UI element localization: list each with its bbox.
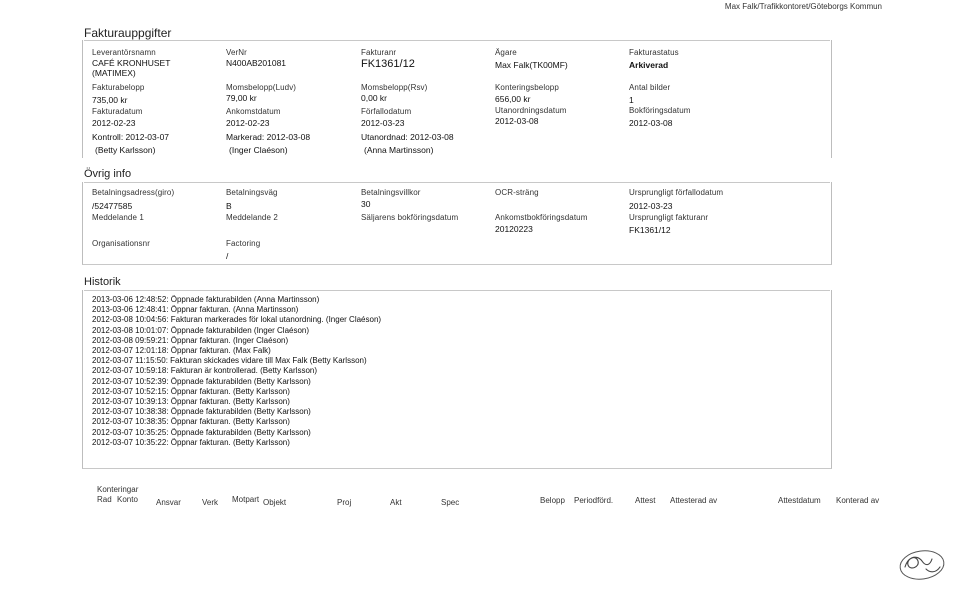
utanordnad-label: Utanordnad: 2012-03-08 (361, 132, 454, 142)
agare-value: Max Falk(TK00MF) (495, 60, 568, 70)
leverantorsnamn-value: CAFÉ KRONHUSET (MATIMEX) (92, 58, 171, 78)
historik-entry: 2012-03-07 10:39:13: Öppnar fakturan. (Betty Karlsson) (92, 397, 290, 407)
utanordningsdatum-label: Utanordningsdatum (495, 106, 567, 115)
betalningsvag-value: B (226, 201, 232, 211)
ankomstbokforing-label: Ankomstbokföringsdatum (495, 213, 588, 222)
historik-entry: 2012-03-07 12:01:18: Öppnar fakturan. (Max Falk) (92, 346, 271, 356)
betalningsadress-value: /52477585 (92, 201, 133, 211)
meddelande1-label: Meddelande 1 (92, 213, 144, 222)
betalningsvillkor-value: 30 (361, 199, 371, 209)
urspr-fakturanr-label: Ursprungligt fakturanr (629, 213, 709, 222)
vernr-label: VerNr (226, 48, 247, 57)
historik-entry: 2013-03-06 12:48:41: Öppnar fakturan. (Anna Martinsson) (92, 305, 299, 315)
antal-bilder-value: 1 (629, 95, 634, 105)
historik-entry: 2012-03-08 09:59:21: Öppnar fakturan. (Inger Claéson) (92, 335, 289, 345)
agare-label: Ägare (495, 48, 517, 57)
fakturanr-value: FK1361/12 (361, 58, 415, 70)
konteringsbelopp-value: 656,00 kr (495, 94, 531, 104)
fakturadatum-value: 2012-02-23 (92, 118, 136, 128)
col-attest: Attest (635, 496, 656, 505)
ankomstdatum-label: Ankomstdatum (226, 107, 281, 116)
col-konto: Konto (117, 495, 138, 504)
vernr-value: N400AB201081 (226, 58, 287, 68)
historik-entry: 2012-03-08 10:01:07: Öppnade fakturabilden (Inger Claéson) (92, 325, 310, 335)
historik-entry: 2012-03-07 10:35:22: Öppnar fakturan. (Betty Karlsson) (92, 437, 290, 447)
momsbelopp-rsv-value: 0,00 kr (361, 93, 387, 103)
col-objekt: Objekt (263, 498, 287, 507)
invoice-panel (82, 40, 832, 158)
col-attesterad-av: Attesterad av (670, 496, 718, 505)
leverantorsnamn-label: Leverantörsnamn (92, 48, 156, 57)
konteringsbelopp-label: Konteringsbelopp (495, 83, 559, 92)
kontroll-person: (Betty Karlsson) (95, 145, 156, 155)
col-verk: Verk (202, 498, 219, 507)
col-belopp: Belopp (540, 496, 565, 505)
header-user-info: Max Falk/Trafikkontoret/Göteborgs Kommun (724, 2, 882, 11)
urspr-fakturanr-value: FK1361/12 (629, 225, 671, 235)
col-ansvar: Ansvar (156, 498, 181, 507)
historik-entry: 2012-03-07 10:38:38: Öppnade fakturabilden (Betty Karlsson) (92, 407, 311, 417)
markerad-person: (Inger Claéson) (229, 145, 288, 155)
utanordningsdatum-value: 2012-03-08 (495, 116, 539, 126)
ankomstdatum-value: 2012-02-23 (226, 118, 270, 128)
urspr-forfallodatum-label: Ursprungligt förfallodatum (629, 188, 724, 197)
fakturadatum-label: Fakturadatum (92, 107, 143, 116)
historik-entry: 2012-03-07 11:15:50: Fakturan skickades vidare till Max Falk (Betty Karlsson) (92, 356, 367, 366)
historik-entry: 2012-03-08 10:04:56: Fakturan markerades för lokal utanordning. (Inger Claéson) (92, 315, 382, 325)
betalningsvillkor-label: Betalningsvillkor (361, 188, 421, 197)
markerad-label: Markerad: 2012-03-08 (226, 132, 311, 142)
factoring-label: Factoring (226, 239, 261, 248)
konteringar-title: Konteringar (97, 485, 139, 494)
ocr-label: OCR-sträng (495, 188, 539, 197)
historik-title: Historik (84, 276, 121, 288)
page-title: Fakturauppgifter (84, 26, 172, 40)
historik-entry: 2012-03-07 10:52:39: Öppnade fakturabilden (Betty Karlsson) (92, 376, 311, 386)
betalningsadress-label: Betalningsadress(giro) (92, 188, 175, 197)
meddelande2-label: Meddelande 2 (226, 213, 278, 222)
bokforingsdatum-value: 2012-03-08 (629, 118, 673, 128)
historik-entry: 2012-03-07 10:59:18: Fakturan är kontrollerad. (Betty Karlsson) (92, 366, 318, 376)
kontroll-label: Kontroll: 2012-03-07 (92, 132, 170, 142)
col-attestdatum: Attestdatum (778, 496, 821, 505)
factoring-value: / (226, 251, 229, 261)
ankomstbokforing-value: 20120223 (495, 224, 533, 234)
historik-entry: 2012-03-07 10:52:15: Öppnar fakturan. (Betty Karlsson) (92, 386, 290, 396)
fakturastatus-value: Arkiverad (629, 60, 669, 70)
momsbelopp-ludv-value: 79,00 kr (226, 93, 257, 103)
historik-entry: 2012-03-07 10:35:25: Öppnade fakturabilden (Betty Karlsson) (92, 427, 311, 437)
historik-entry: 2012-03-07 10:38:35: Öppnar fakturan. (Betty Karlsson) (92, 417, 290, 427)
historik-list (92, 295, 381, 448)
col-akt: Akt (390, 498, 402, 507)
col-konterad-av: Konterad av (836, 496, 880, 505)
fakturabelopp-value: 735,00 kr (92, 95, 128, 105)
saljarens-bokforingsdatum-label: Säljarens bokföringsdatum (361, 213, 459, 222)
momsbelopp-rsv-label: Momsbelopp(Rsv) (361, 83, 428, 92)
urspr-forfallodatum-value: 2012-03-23 (629, 201, 673, 211)
handwritten-signature (896, 543, 950, 587)
col-rad: Rad (97, 495, 112, 504)
betalningsvag-label: Betalningsväg (226, 188, 278, 197)
organisationsnr-label: Organisationsnr (92, 239, 150, 248)
ovrig-info-title: Övrig info (84, 168, 132, 180)
antal-bilder-label: Antal bilder (629, 83, 671, 92)
col-motpart: Motpart (232, 495, 260, 504)
col-periodford: Periodförd. (574, 496, 614, 505)
fakturanr-label: Fakturanr (361, 48, 397, 57)
col-proj: Proj (337, 498, 352, 507)
momsbelopp-ludv-label: Momsbelopp(Ludv) (226, 83, 297, 92)
bokforingsdatum-label: Bokföringsdatum (629, 106, 691, 115)
historik-entry: 2013-03-06 12:48:52: Öppnade fakturabilden (Anna Martinsson) (92, 295, 320, 304)
col-spec: Spec (441, 498, 460, 507)
forfallodatum-value: 2012-03-23 (361, 118, 405, 128)
fakturabelopp-label: Fakturabelopp (92, 83, 145, 92)
fakturastatus-label: Fakturastatus (629, 48, 679, 57)
utanordnad-person: (Anna Martinsson) (364, 145, 434, 155)
forfallodatum-label: Förfallodatum (361, 107, 412, 116)
